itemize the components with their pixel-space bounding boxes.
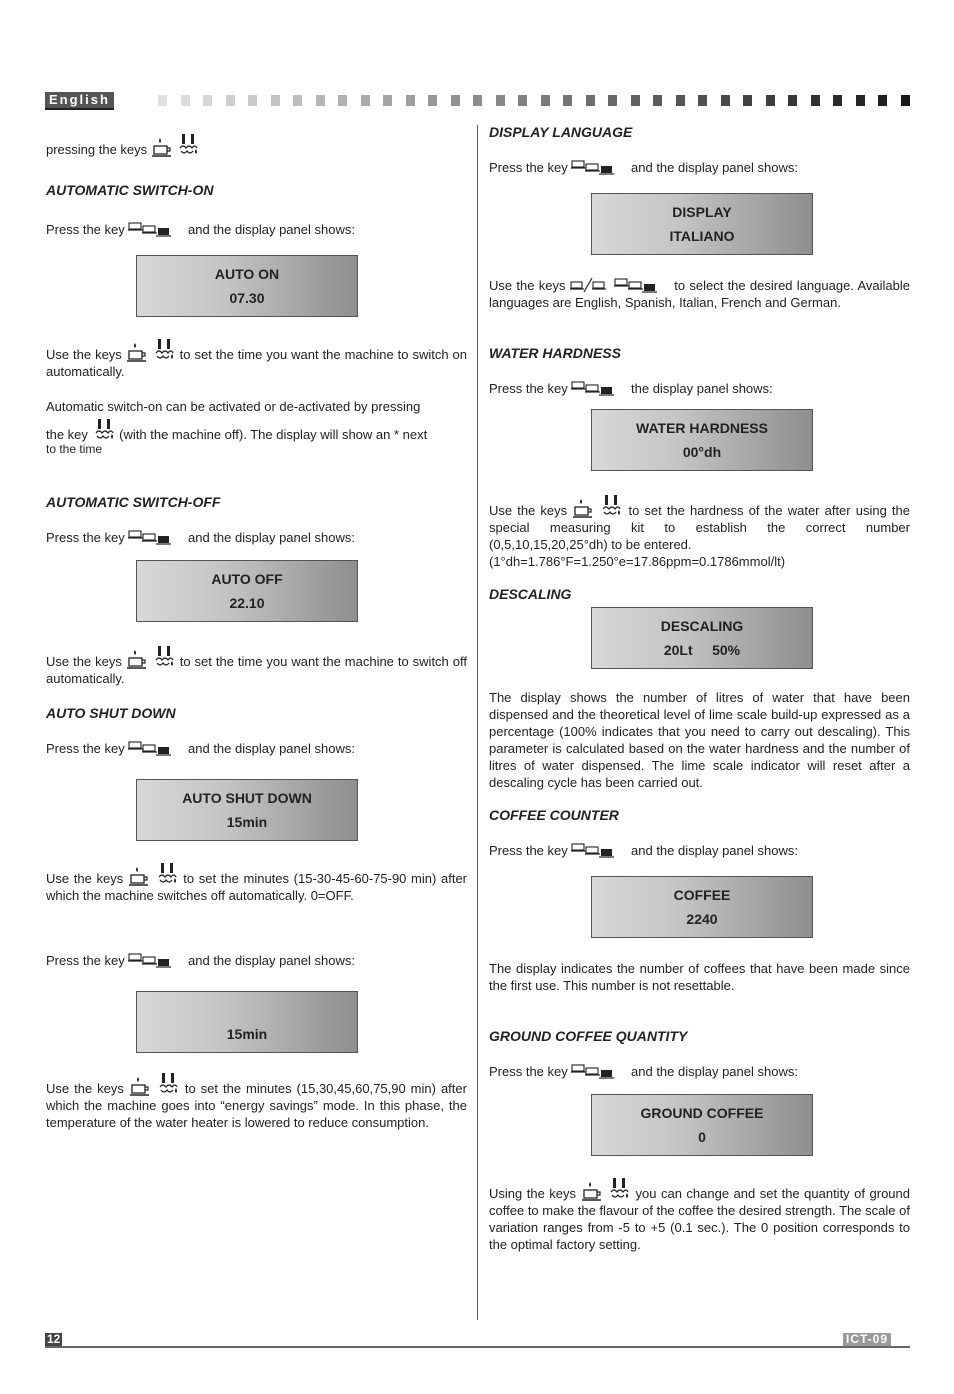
shut-down-use: Use the keys to set the minutes (15-30-45-60-75-90 min) after which the machine switches off automatically. 0=OFF.: [46, 863, 467, 904]
cups-key-icon: [570, 278, 610, 294]
header-square: [563, 95, 572, 106]
lang-use: Use the keys to select the desired language. Available languages are English, Spanish, Italian, French and German.: [489, 278, 910, 310]
lang-title: DISPLAY LANGUAGE: [489, 124, 633, 140]
header-square: [293, 95, 302, 106]
header-square: [653, 95, 662, 106]
ground-use: Using the keys you can change and set the quantity of ground coffee to make the flavour of the coffee the desired strength. The scale of variation ranges from -5 to +5 (0.1 sec.). The 0 position corresponds to the optimal factory setting.: [489, 1178, 910, 1253]
descaling-title: DESCALING: [489, 586, 572, 602]
header-square: [428, 95, 437, 106]
header-square: [338, 95, 347, 106]
lcd-shut-down: AUTO SHUT DOWN 15min: [136, 779, 358, 841]
lcd-descaling: DESCALING 20Lt 50%: [591, 607, 813, 669]
header-square: [586, 95, 595, 106]
menu-key-icon: [128, 222, 184, 238]
header-square: [788, 95, 797, 106]
lcd-coffee-counter: COFFEE 2240: [591, 876, 813, 938]
header-square: [676, 95, 685, 106]
hard-title: WATER HARDNESS: [489, 345, 621, 361]
auto-on-use: Use the keys to set the time you want the machine to switch on automatically.: [46, 339, 467, 380]
cup-key-icon: [581, 1180, 603, 1202]
counter-title: COFFEE COUNTER: [489, 807, 619, 823]
steam-key-icon: [155, 863, 179, 887]
lcd-auto-on: AUTO ON 07.30: [136, 255, 358, 317]
menu-key-icon: [571, 381, 627, 397]
intro-line: pressing the keys: [46, 134, 467, 158]
header-square: [473, 95, 482, 106]
auto-on-note: Automatic switch-on can be activated or de-activated by pressing: [46, 399, 421, 414]
header-square: [766, 95, 775, 106]
header-square: [631, 95, 640, 106]
header-square: [248, 95, 257, 106]
hard-use: Use the keys to set the hardness of the water after using the special measuring kit to establish the correct number (0,5,10,15,20,25°dh) to be entered.: [489, 495, 910, 553]
header-square: [316, 95, 325, 106]
descaling-text: The display shows the number of litres of water that have been dispensed and the theoretical level of lime scale build-up expressed as a percentage (100% indicates that you need to carry out descaling). This parameter is calculated based on the water hardness and the number of litres of water dispensed. The lime scale indicator will reset after a descaling cycle has been carried out.: [489, 690, 910, 790]
steam-key-icon: [599, 495, 623, 519]
steam-key-icon: [156, 1073, 180, 1097]
ground-press: Press the key and the display panel shows:: [489, 1064, 798, 1079]
cup-key-icon: [151, 136, 173, 158]
lcd-ground-coffee: GROUND COFFEE 0: [591, 1094, 813, 1156]
hard-press: Press the key the display panel shows:: [489, 381, 773, 396]
header-square: [518, 95, 527, 106]
cup-key-icon: [126, 648, 148, 670]
header-square: [811, 95, 820, 106]
energy-press: Press the key and the display panel shows:: [46, 953, 355, 968]
steam-key-icon: [152, 646, 176, 670]
page-number: 12: [47, 1332, 61, 1346]
hard-conversion: (1°dh=1.786°F=1.250°e=17.86ppm=0.1786mmol/lt): [489, 554, 786, 569]
header-square: [406, 95, 415, 106]
lang-press: Press the key and the display panel shows:: [489, 160, 798, 175]
header-square: [203, 95, 212, 106]
header-square: [541, 95, 550, 106]
menu-key-icon: [571, 843, 627, 859]
lcd-energy: 15min: [136, 991, 358, 1053]
auto-on-title: AUTOMATIC SWITCH-ON: [46, 182, 214, 198]
steam-key-icon: [92, 419, 116, 443]
header-square: [698, 95, 707, 106]
header-square: [721, 95, 730, 106]
header-square: [383, 95, 392, 106]
header-square: [451, 95, 460, 106]
menu-key-icon: [571, 1064, 627, 1080]
header-square-bar: [158, 95, 910, 107]
header-square: [833, 95, 842, 106]
shut-down-press: Press the key and the display panel shows:: [46, 741, 355, 756]
header-square: [361, 95, 370, 106]
right-column: [489, 124, 910, 1253]
steam-key-icon: [152, 339, 176, 363]
auto-off-title: AUTOMATIC SWITCH-OFF: [46, 494, 221, 510]
header-square: [271, 95, 280, 106]
auto-on-note2: the key (with the machine off). The display will show an * next: [46, 419, 467, 443]
steam-key-icon: [607, 1178, 631, 1202]
header-square: [856, 95, 865, 106]
cup-key-icon: [126, 341, 148, 363]
left-column: [46, 128, 467, 1131]
header-square: [496, 95, 505, 106]
header-square: [608, 95, 617, 106]
footer-rule: [45, 1346, 910, 1348]
counter-press: Press the key and the display panel shows:: [489, 843, 798, 858]
cup-key-icon: [129, 1075, 151, 1097]
header-square: [158, 95, 167, 106]
ground-title: GROUND COFFEE QUANTITY: [489, 1028, 688, 1044]
auto-on-note3: to the time: [46, 442, 103, 456]
header-square: [878, 95, 887, 106]
header-square: [226, 95, 235, 106]
menu-key-icon: [128, 953, 184, 969]
auto-off-press: Press the key and the display panel shows:: [46, 530, 355, 545]
lcd-auto-off: AUTO OFF 22.10: [136, 560, 358, 622]
auto-off-use: Use the keys to set the time you want the machine to switch off automatically.: [46, 646, 467, 687]
menu-key-icon: [571, 160, 627, 176]
language-tab: English: [45, 92, 114, 110]
document-code: ICT-09: [843, 1333, 891, 1346]
cup-key-icon: [128, 865, 150, 887]
column-divider: [477, 125, 478, 1320]
lcd-language: DISPLAY ITALIANO: [591, 193, 813, 255]
shut-down-title: AUTO SHUT DOWN: [46, 705, 176, 721]
steam-key-icon: [176, 134, 200, 158]
header-square: [901, 95, 910, 106]
header-square: [181, 95, 190, 106]
menu-key-icon: [128, 741, 184, 757]
counter-text: The display indicates the number of coffees that have been made since the first use. This number is not resettable.: [489, 961, 910, 993]
auto-on-press: Press the key and the display panel shows:: [46, 222, 355, 237]
lcd-water-hardness: WATER HARDNESS 00°dh: [591, 409, 813, 471]
energy-use: Use the keys to set the minutes (15,30,45,60,75,90 min) after which the machine goes into “energy savings” mode. In this phase, the temperature of the water heater is lowered to reduce consumption.: [46, 1073, 467, 1131]
menu-key-icon: [128, 530, 184, 546]
header-square: [743, 95, 752, 106]
menu-key-icon: [614, 278, 670, 294]
cup-key-icon: [572, 497, 594, 519]
